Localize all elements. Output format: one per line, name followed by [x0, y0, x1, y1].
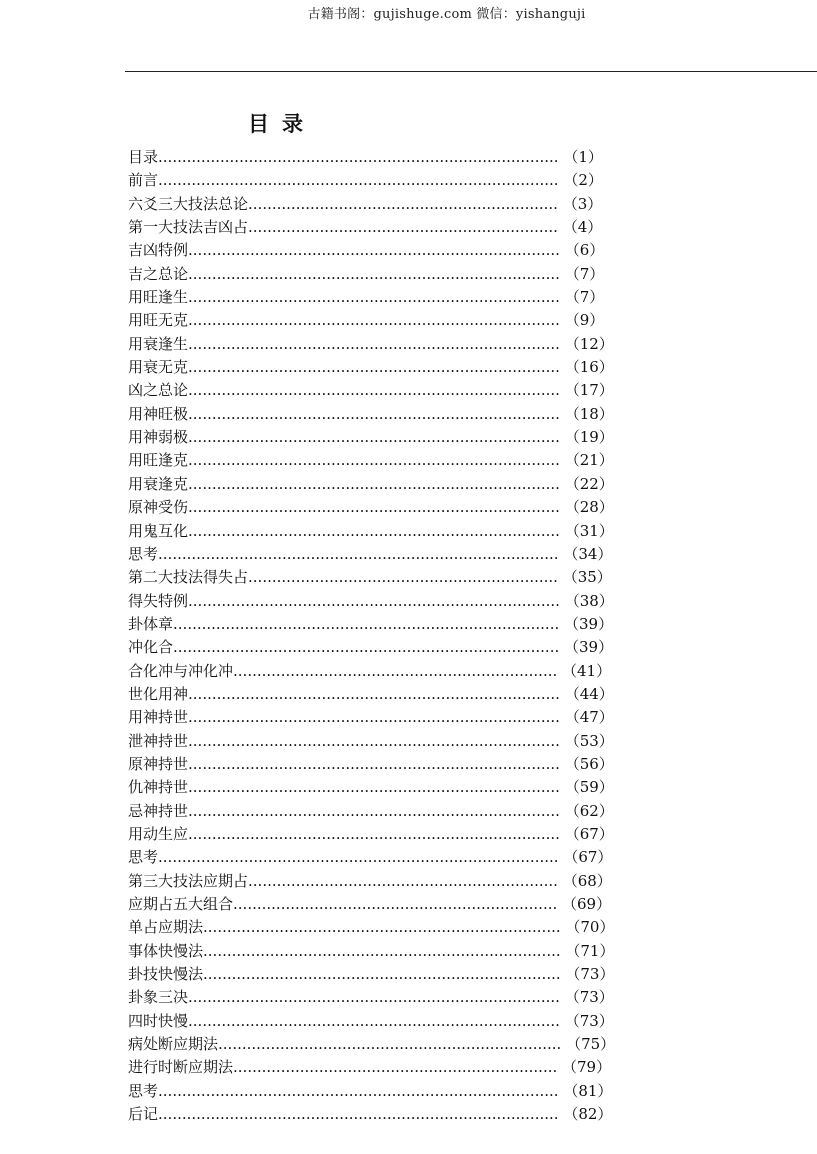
toc-entry-page: （81） — [563, 1081, 613, 1100]
toc-entry-title: 思考 — [128, 1081, 159, 1100]
toc-entry-page: （73） — [564, 988, 614, 1007]
toc-entry-title: 目录 — [128, 148, 159, 166]
toc-entry — [128, 146, 615, 169]
toc-leader-dots: ................................................................. — [248, 194, 563, 213]
toc-entry-title: 合化冲与冲化冲 — [128, 661, 234, 680]
toc-entry — [128, 706, 615, 729]
toc-entry-page: （12） — [564, 334, 614, 353]
toc-entry-page: （35） — [562, 568, 612, 587]
toc-leader-dots: .............................................................................. — [188, 988, 565, 1007]
toc-entry-page: （2） — [563, 171, 603, 190]
toc-entry-title: 第二大技法得失占 — [128, 568, 249, 587]
toc-entry — [128, 636, 615, 659]
toc-leader-dots: ................................................................. — [248, 568, 563, 587]
toc-entry-title: 用鬼互化 — [128, 521, 189, 540]
toc-entry — [128, 1056, 615, 1079]
toc-entry — [128, 776, 615, 799]
toc-leader-dots: .............................................................................. — [188, 754, 565, 773]
toc-entry — [128, 940, 615, 963]
toc-entry-page: （16） — [564, 358, 614, 377]
toc-entry-page: （18） — [564, 404, 614, 423]
toc-entry-page: （67） — [564, 824, 614, 843]
toc-entry — [128, 590, 615, 613]
toc-entry-page: （44） — [564, 684, 614, 703]
toc-entry-title: 吉凶特例 — [128, 241, 189, 260]
toc-entry-page: （3） — [562, 194, 603, 213]
toc-leader-dots: .............................................................................. — [188, 334, 565, 353]
toc-entry-title: 卦象三决 — [128, 988, 189, 1007]
toc-entry-title: 忌神持世 — [128, 801, 189, 820]
toc-entry-title: 单占应期法 — [128, 918, 204, 937]
toc-entry-page: （22） — [564, 474, 614, 493]
toc-entry-title: 用神持世 — [128, 708, 189, 727]
toc-leader-dots: .............................................................................. — [188, 241, 565, 260]
toc-leader-dots: .............................................................................. — [188, 288, 565, 307]
toc-leader-dots: .................................................................................... — [158, 1081, 564, 1100]
toc-entry — [128, 916, 615, 939]
toc-leader-dots: .............................................................................. — [188, 801, 565, 820]
toc-leader-dots: .............................................................................. — [188, 404, 565, 423]
toc-entry-page: （7） — [564, 288, 605, 307]
toc-leader-dots: ................................................................. — [248, 871, 563, 890]
toc-entry-title: 仇神持世 — [128, 778, 189, 797]
toc-entry-page: （56） — [564, 754, 614, 773]
toc-leader-dots: .............................................................................. — [188, 474, 565, 493]
toc-entry-title: 六爻三大技法总论 — [128, 194, 249, 213]
toc-entry-page: （38） — [564, 591, 614, 610]
toc-entry-title: 第一大技法吉凶占 — [128, 218, 249, 237]
toc-entry-title: 用旺逢生 — [128, 288, 189, 307]
toc-entry — [128, 543, 615, 566]
toc-entry-page: （9） — [564, 311, 605, 330]
toc-leader-dots: .................................................................................... — [158, 1105, 564, 1124]
toc-entry — [128, 683, 615, 706]
toc-entry-title: 卦技快慢法 — [128, 965, 204, 984]
toc-entry-page: （17） — [564, 381, 614, 400]
toc-entry-title: 吉之总论 — [128, 264, 189, 283]
toc-entry — [128, 963, 615, 986]
page-title: 目录 — [248, 112, 316, 136]
toc-entry — [128, 473, 615, 496]
toc-entry-page: （7） — [564, 264, 605, 283]
toc-leader-dots: .................................................................... — [233, 661, 563, 680]
toc-entry-title: 用旺逢克 — [128, 451, 189, 470]
toc-entry-page: （73） — [564, 1011, 614, 1030]
toc-entry — [128, 730, 615, 753]
header-rule — [125, 71, 817, 72]
toc-leader-dots: .................................................................................... — [158, 148, 564, 166]
toc-entry-page: （39） — [564, 638, 614, 657]
toc-entry-title: 事体快慢法 — [128, 941, 204, 960]
toc-leader-dots: .............................................................................. — [188, 591, 565, 610]
toc-entry — [128, 823, 615, 846]
toc-leader-dots: ........................................................................... — [203, 965, 566, 984]
toc-entry-page: （19） — [564, 428, 614, 447]
toc-entry — [128, 426, 615, 449]
toc-leader-dots: ................................................................. — [248, 218, 563, 237]
toc-entry — [128, 846, 615, 869]
toc-entry — [128, 520, 615, 543]
toc-entry-page: （41） — [562, 661, 612, 680]
toc-leader-dots: .............................................................................. — [188, 521, 565, 540]
toc-entry-page: （62） — [564, 801, 614, 820]
toc-leader-dots: .............................................................................. — [188, 778, 565, 797]
toc-entry-title: 冲化合 — [128, 638, 174, 657]
toc-entry — [128, 263, 615, 286]
toc-entry-page: （53） — [564, 731, 614, 750]
toc-entry-title: 四时快慢 — [128, 1011, 189, 1030]
toc-entry-page: （34） — [563, 544, 613, 563]
toc-entry-title: 应期占五大组合 — [128, 895, 234, 913]
toc-entry-title: 用衰无克 — [128, 358, 189, 377]
toc-entry — [128, 449, 615, 472]
toc-entry-page: （75） — [566, 1035, 616, 1054]
toc-entry — [128, 753, 615, 776]
toc-entry-title: 泄神持世 — [128, 731, 189, 750]
toc-entry — [128, 613, 615, 636]
toc-leader-dots: .............................................................................. — [188, 708, 565, 727]
toc-entry — [128, 1010, 615, 1033]
toc-entry-title: 原神受伤 — [128, 498, 189, 517]
toc-entry — [128, 660, 615, 683]
toc-leader-dots: ........................................................................... — [203, 941, 566, 960]
toc-entry — [128, 870, 615, 893]
toc-leader-dots: .................................................................... — [233, 1058, 563, 1077]
toc-entry-title: 思考 — [128, 544, 159, 563]
toc-leader-dots: .............................................................................. — [188, 684, 565, 703]
toc-entry — [128, 893, 615, 916]
toc-entry — [128, 169, 615, 192]
toc-leader-dots: .................................................................... — [233, 895, 563, 913]
toc-entry — [128, 333, 615, 356]
toc-entry-title: 用动生应 — [128, 824, 189, 843]
toc-entry-page: （1） — [563, 148, 603, 166]
toc-entry-page: （68） — [562, 871, 612, 890]
toc-entry-title: 用神旺极 — [128, 404, 189, 423]
toc-entry-page: （6） — [564, 241, 605, 260]
toc-entry-title: 思考 — [128, 848, 159, 867]
toc-entry-title: 卦体章 — [128, 614, 174, 633]
toc-leader-dots: ........................................................................ — [218, 1035, 567, 1054]
toc-leader-dots: ........................................................................... — [203, 918, 566, 937]
toc-entry — [128, 403, 615, 426]
toc-entry-page: （28） — [564, 498, 614, 517]
toc-leader-dots: ................................................................................. — [173, 614, 564, 633]
toc-entry-page: （21） — [564, 451, 614, 470]
toc-entry — [128, 193, 615, 216]
toc-entry — [128, 239, 615, 262]
toc-leader-dots: .............................................................................. — [188, 451, 565, 470]
toc-entry-title: 第三大技法应期占 — [128, 871, 249, 890]
toc-entry-page: （31） — [564, 521, 614, 540]
toc-entry-title: 病处断应期法 — [128, 1035, 219, 1054]
toc-leader-dots: .................................................................................... — [158, 171, 564, 190]
toc-entry-title: 用神弱极 — [128, 428, 189, 447]
toc-entry-page: （4） — [562, 218, 603, 237]
toc-leader-dots: .............................................................................. — [188, 731, 565, 750]
toc-leader-dots: .............................................................................. — [188, 264, 565, 283]
toc-leader-dots: .............................................................................. — [188, 428, 565, 447]
toc-list — [128, 146, 615, 1126]
toc-entry — [128, 379, 615, 402]
toc-leader-dots: .............................................................................. — [188, 1011, 565, 1030]
toc-entry-page: （59） — [564, 778, 614, 797]
toc-leader-dots: .............................................................................. — [188, 311, 565, 330]
toc-entry-page: （82） — [563, 1105, 613, 1124]
toc-entry-page: （67） — [563, 848, 613, 867]
toc-entry-title: 用衰逢克 — [128, 474, 189, 493]
toc-entry — [128, 309, 615, 332]
toc-entry-page: （39） — [564, 614, 614, 633]
toc-entry-page: （73） — [565, 965, 615, 984]
toc-entry — [128, 496, 615, 519]
toc-entry — [128, 566, 615, 589]
header-note: 古籍书阁：gujishuge.com 微信：yishanguji — [307, 7, 586, 22]
toc-entry-title: 原神持世 — [128, 754, 189, 773]
toc-entry-page: （47） — [564, 708, 614, 727]
toc-entry-title: 用旺无克 — [128, 311, 189, 330]
toc-entry-title: 用衰逢生 — [128, 334, 189, 353]
toc-entry — [128, 356, 615, 379]
toc-entry — [128, 216, 615, 239]
toc-entry-title: 后记 — [128, 1105, 159, 1124]
toc-entry-title: 得失特例 — [128, 591, 189, 610]
toc-entry — [128, 986, 615, 1009]
toc-leader-dots: .................................................................................... — [158, 848, 564, 867]
toc-entry — [128, 286, 615, 309]
toc-leader-dots: .............................................................................. — [188, 824, 565, 843]
toc-entry — [128, 1080, 615, 1103]
toc-entry-page: （79） — [562, 1058, 612, 1077]
toc-entry-title: 凶之总论 — [128, 381, 189, 400]
toc-entry-title: 进行时断应期法 — [128, 1058, 234, 1077]
toc-entry-page: （70） — [565, 918, 615, 937]
toc-leader-dots: .............................................................................. — [188, 381, 565, 400]
toc-leader-dots: .............................................................................. — [188, 498, 565, 517]
toc-leader-dots: .............................................................................. — [188, 358, 565, 377]
toc-entry-title: 世化用神 — [128, 684, 189, 703]
toc-entry-page: （71） — [565, 941, 615, 960]
toc-entry-page: （69） — [562, 895, 612, 913]
toc-entry — [128, 1103, 615, 1126]
toc-leader-dots: ................................................................................. — [173, 638, 564, 657]
toc-entry-title: 前言 — [128, 171, 159, 190]
toc-entry — [128, 800, 615, 823]
toc-entry — [128, 1033, 615, 1056]
toc-leader-dots: .................................................................................... — [158, 544, 564, 563]
